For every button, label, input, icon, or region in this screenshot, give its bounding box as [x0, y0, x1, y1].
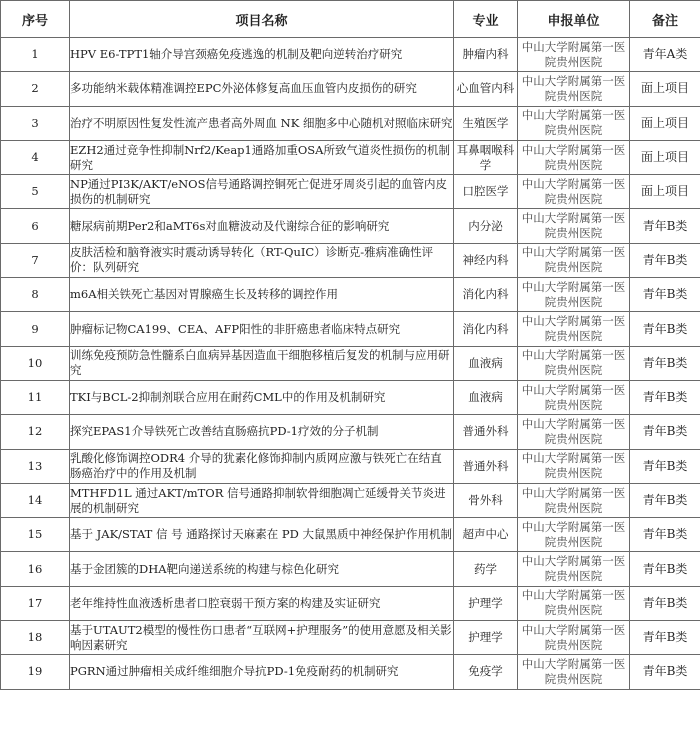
row-number: 9	[1, 312, 70, 346]
department: 超声中心	[454, 518, 518, 552]
table-row	[1, 243, 700, 277]
project-name: PGRN通过肿瘤相关成纤维细胞介导抗PD-1免疫耐药的机制研究	[70, 655, 454, 689]
category-note: 青年B类	[630, 449, 700, 483]
project-name: HPV E6-TPT1轴介导宫颈癌免疫逃逸的机制及靶向逆转治疗研究	[70, 38, 454, 72]
department: 血液病	[454, 346, 518, 380]
category-note: 面上项目	[630, 140, 700, 174]
project-name: 乳酸化修饰调控ODR4 介导的犹素化修饰抑制内质网应激与铁死亡在结直肠癌治疗中的作用及机制	[70, 449, 454, 483]
project-name: 老年维持性血液透析患者口腔衰弱干预方案的构建及实证研究	[70, 586, 454, 620]
department: 护理学	[454, 586, 518, 620]
table-row	[1, 483, 700, 517]
applicant-unit: 中山大学附属第一医院贵州医院	[518, 552, 630, 586]
row-number: 19	[1, 655, 70, 689]
table-row	[1, 518, 700, 552]
table-row	[1, 655, 700, 689]
applicant-unit: 中山大学附属第一医院贵州医院	[518, 655, 630, 689]
header-no: 序号	[1, 1, 70, 38]
category-note: 青年B类	[630, 621, 700, 655]
table-row	[1, 449, 700, 483]
row-number: 4	[1, 140, 70, 174]
applicant-unit: 中山大学附属第一医院贵州医院	[518, 209, 630, 243]
project-name: 训练免疫预防急性髓系白血病异基因造血干细胞移植后复发的机制与应用研究	[70, 346, 454, 380]
row-number: 17	[1, 586, 70, 620]
row-number: 12	[1, 415, 70, 449]
project-name: 肿瘤标记物CA199、CEA、AFP阳性的非肝癌患者临床特点研究	[70, 312, 454, 346]
table-row	[1, 312, 700, 346]
project-name: 糖尿病前期Per2和aMT6s对血糖波动及代谢综合征的影响研究	[70, 209, 454, 243]
department: 内分泌	[454, 209, 518, 243]
category-note: 青年B类	[630, 380, 700, 414]
category-note: 青年B类	[630, 312, 700, 346]
applicant-unit: 中山大学附属第一医院贵州医院	[518, 449, 630, 483]
category-note: 青年B类	[630, 655, 700, 689]
table-row	[1, 621, 700, 655]
row-number: 6	[1, 209, 70, 243]
header-dept: 专业	[454, 1, 518, 38]
category-note: 青年B类	[630, 518, 700, 552]
table-row	[1, 72, 700, 106]
category-note: 青年B类	[630, 586, 700, 620]
header-name: 项目名称	[70, 1, 454, 38]
department: 心血管内科	[454, 72, 518, 106]
header-note: 备注	[630, 1, 700, 38]
applicant-unit: 中山大学附属第一医院贵州医院	[518, 140, 630, 174]
table-row	[1, 38, 700, 72]
department: 肿瘤内科	[454, 38, 518, 72]
project-name: m6A相关铁死亡基因对胃腺癌生长及转移的调控作用	[70, 278, 454, 312]
department: 生殖医学	[454, 106, 518, 140]
category-note: 青年B类	[630, 552, 700, 586]
applicant-unit: 中山大学附属第一医院贵州医院	[518, 243, 630, 277]
row-number: 5	[1, 175, 70, 209]
row-number: 3	[1, 106, 70, 140]
project-name: 基于金团簇的DHA靶向递送系统的构建与棕色化研究	[70, 552, 454, 586]
department: 免疫学	[454, 655, 518, 689]
applicant-unit: 中山大学附属第一医院贵州医院	[518, 346, 630, 380]
row-number: 8	[1, 278, 70, 312]
project-name: 皮肤活检和脑脊液实时震动诱导转化（RT-QuIC）诊断克-雅病准确性评价：队列研究	[70, 243, 454, 277]
project-name: 基于UTAUT2模型的慢性伤口患者“互联网+护理服务”的使用意愿及相关影响因素研究	[70, 621, 454, 655]
table-body	[1, 38, 700, 690]
applicant-unit: 中山大学附属第一医院贵州医院	[518, 586, 630, 620]
department: 骨外科	[454, 483, 518, 517]
table-row	[1, 209, 700, 243]
department: 血液病	[454, 380, 518, 414]
table-row	[1, 552, 700, 586]
project-name: 基于 JAK/STAT 信 号 通路探讨天麻素在 PD 大鼠黑质中神经保护作用机制	[70, 518, 454, 552]
applicant-unit: 中山大学附属第一医院贵州医院	[518, 483, 630, 517]
row-number: 13	[1, 449, 70, 483]
header-unit: 申报单位	[518, 1, 630, 38]
category-note: 青年A类	[630, 38, 700, 72]
table-row	[1, 175, 700, 209]
table-row	[1, 106, 700, 140]
row-number: 7	[1, 243, 70, 277]
applicant-unit: 中山大学附属第一医院贵州医院	[518, 278, 630, 312]
department: 药学	[454, 552, 518, 586]
project-name: TKI与BCL-2抑制剂联合应用在耐药CML中的作用及机制研究	[70, 380, 454, 414]
category-note: 青年B类	[630, 415, 700, 449]
department: 神经内科	[454, 243, 518, 277]
project-name: 探究EPAS1介导铁死亡改善结直肠癌抗PD-1疗效的分子机制	[70, 415, 454, 449]
applicant-unit: 中山大学附属第一医院贵州医院	[518, 312, 630, 346]
category-note: 青年B类	[630, 209, 700, 243]
row-number: 16	[1, 552, 70, 586]
department: 耳鼻咽喉科学	[454, 140, 518, 174]
project-name: NP通过PI3K/AKT/eNOS信号通路调控铜死亡促进牙周炎引起的血管内皮损伤的机制研究	[70, 175, 454, 209]
department: 普通外科	[454, 415, 518, 449]
department: 普通外科	[454, 449, 518, 483]
category-note: 青年B类	[630, 243, 700, 277]
category-note: 青年B类	[630, 346, 700, 380]
table-row	[1, 346, 700, 380]
department: 口腔医学	[454, 175, 518, 209]
category-note: 面上项目	[630, 72, 700, 106]
table-row	[1, 586, 700, 620]
category-note: 面上项目	[630, 106, 700, 140]
project-name: 治疗不明原因性复发性流产患者高外周血 NK 细胞多中心随机对照临床研究	[70, 106, 454, 140]
row-number: 18	[1, 621, 70, 655]
category-note: 青年B类	[630, 483, 700, 517]
table-row	[1, 415, 700, 449]
project-name: EZH2通过竞争性抑制Nrf2/Keap1通路加重OSA所致气道炎性损伤的机制研究	[70, 140, 454, 174]
project-name: MTHFD1L 通过AKT/mTOR 信号通路抑制软骨细胞凋亡延缓骨关节炎进展的机制研究	[70, 483, 454, 517]
table-row	[1, 278, 700, 312]
project-name: 多功能纳米载体精准调控EPC外泌体修复高血压血管内皮损伤的研究	[70, 72, 454, 106]
applicant-unit: 中山大学附属第一医院贵州医院	[518, 106, 630, 140]
applicant-unit: 中山大学附属第一医院贵州医院	[518, 518, 630, 552]
row-number: 15	[1, 518, 70, 552]
applicant-unit: 中山大学附属第一医院贵州医院	[518, 72, 630, 106]
table-row	[1, 140, 700, 174]
department: 消化内科	[454, 278, 518, 312]
table-row	[1, 380, 700, 414]
applicant-unit: 中山大学附属第一医院贵州医院	[518, 380, 630, 414]
row-number: 2	[1, 72, 70, 106]
applicant-unit: 中山大学附属第一医院贵州医院	[518, 175, 630, 209]
category-note: 青年B类	[630, 278, 700, 312]
category-note: 面上项目	[630, 175, 700, 209]
row-number: 1	[1, 38, 70, 72]
department: 消化内科	[454, 312, 518, 346]
header-row	[1, 1, 700, 38]
row-number: 11	[1, 380, 70, 414]
applicant-unit: 中山大学附属第一医院贵州医院	[518, 621, 630, 655]
applicant-unit: 中山大学附属第一医院贵州医院	[518, 38, 630, 72]
row-number: 10	[1, 346, 70, 380]
applicant-unit: 中山大学附属第一医院贵州医院	[518, 415, 630, 449]
row-number: 14	[1, 483, 70, 517]
department: 护理学	[454, 621, 518, 655]
